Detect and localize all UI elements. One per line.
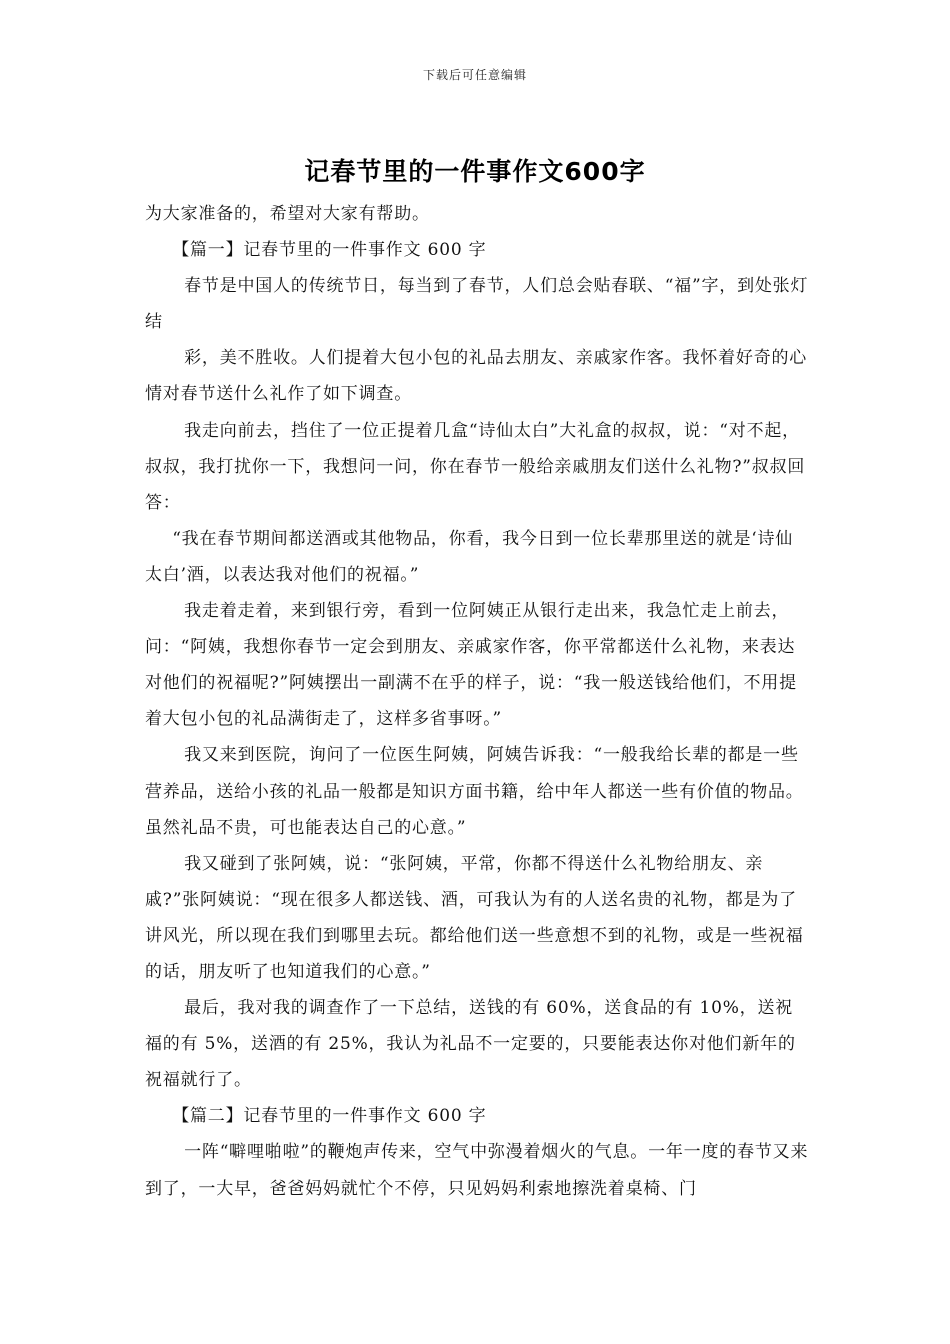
section-heading: 【篇一】记春节里的一件事作文 600 字 [172,240,487,261]
paragraph: 我又碰到了张阿姨，说：“张阿姨，平常，你都不得送什么礼物给朋友、亲戚?”张阿姨说：“现在很多人都送钱、酒，可我认为有的人送名贵的礼物，都是为了讲风光，所以现在我们到哪里去玩。都给他们送一些意想不到的礼物，或是一些祝福的话，朋友听了也知道我们的心意。” [145,853,804,982]
paragraph: 一阵“噼哩啪啦”的鞭炮声传来，空气中弥漫着烟火的气息。一年一度的春节又来到了，一大早，爸爸妈妈就忙个不停，只见妈妈利索地擦洗着桌椅、门 [145,1142,809,1199]
paragraph: 最后，我对我的调查作了一下总结，送钱的有 60%，送食品的有 10%，送祝福的有 5%，送酒的有 25%，我认为礼品不一定要的，只要能表达你对他们新年的祝福就行了。 [145,998,796,1091]
paragraph: 春节是中国人的传统节日，每当到了春节，人们总会贴春联、“福”字，到处张灯结 [145,276,809,333]
paragraph: 我走着走着，来到银行旁，看到一位阿姨正从银行走出来，我急忙走上前去，问：“阿姨，我想你春节一定会到朋友、亲戚家作客，你平常都送什么礼物，来表达对他们的祝福呢?”阿姨摆出一副满不在乎的样子，说：“我一般送钱给他们，不用提着大包小包的礼品满街走了，这样多省事呀。” [145,601,797,730]
document-title: 记春节里的一件事作文600字 [304,157,646,186]
document-body [145,196,810,1207]
header-note: 下载后可任意编辑 [422,68,527,82]
section-heading: 【篇二】记春节里的一件事作文 600 字 [172,1106,487,1127]
paragraph: “我在春节期间都送酒或其他物品，你看，我今日到一位长辈那里送的就是‘诗仙太白’酒，以表达我对他们的祝福。” [145,528,794,585]
paragraph: 我走向前去，挡住了一位正提着几盒“诗仙太白”大礼盒的叔叔，说：“对不起，叔叔，我打扰你一下，我想问一问，你在春节一般给亲戚朋友们送什么礼物?”叔叔回答： [145,420,806,513]
paragraph: 我又来到医院，询问了一位医生阿姨，阿姨告诉我：“一般我给长辈的都是一些营养品，送给小孩的礼品一般都是知识方面书籍，给中年人都送一些有价值的物品。虽然礼品不贵，可也能表达自己的心意。” [145,745,804,838]
paragraph: 彩，美不胜收。人们提着大包小包的礼品去朋友、亲戚家作客。我怀着好奇的心情对春节送什么礼作了如下调查。 [145,348,808,405]
paragraph: 为大家准备的，希望对大家有帮助。 [145,204,430,224]
